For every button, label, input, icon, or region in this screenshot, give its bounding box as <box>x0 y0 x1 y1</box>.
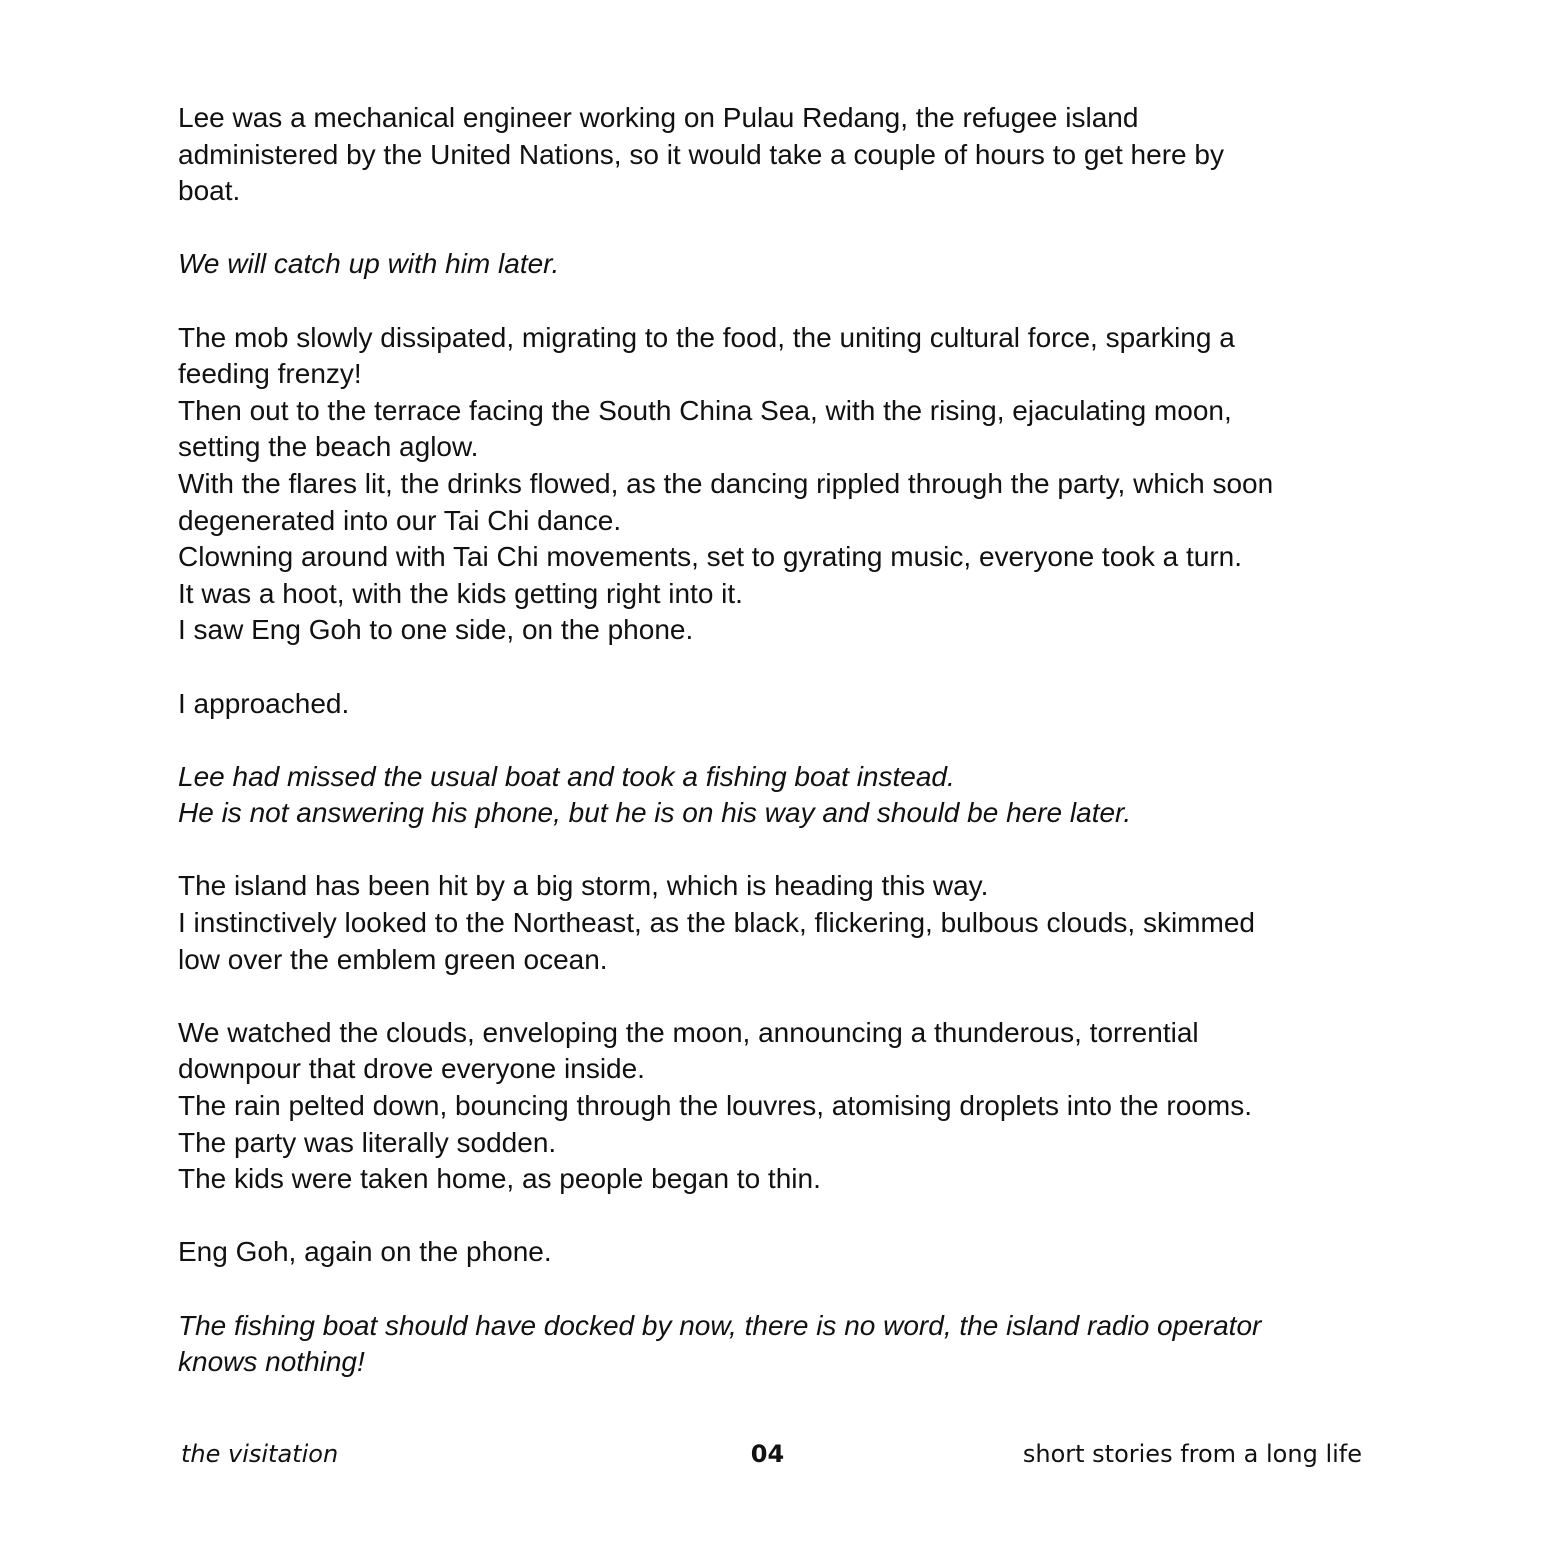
text-line: We watched the clouds, enveloping the moon, announcing a thunderous, torrential <box>178 1016 1199 1048</box>
text-line: I instinctively looked to the Northeast, as the black, flickering, bulbous clouds, skimmed <box>178 907 1255 939</box>
text-line: I approached. <box>178 687 350 719</box>
page-number: 04 <box>750 1440 785 1468</box>
text-line: boat. <box>178 175 241 207</box>
paragraph-gap <box>178 649 1398 686</box>
italic-text-line: We will catch up with him later. <box>178 248 560 280</box>
paragraph-gap <box>178 1198 1398 1235</box>
italic-text-line: Lee had missed the usual boat and took a fishing boat instead. <box>178 760 955 792</box>
italic-text-line: knows nothing! <box>178 1346 365 1378</box>
text-line: setting the beach aglow. <box>178 431 479 463</box>
text-line: administered by the United Nations, so it would take a couple of hours to get here by <box>178 138 1224 170</box>
text-line: The party was literally sodden. <box>178 1126 557 1158</box>
paragraph-gap <box>178 722 1398 759</box>
text-line: feeding frenzy! <box>178 358 362 390</box>
italic-text-line: The fishing boat should have docked by now, there is no word, the island radio operator <box>178 1309 1262 1341</box>
text-line: degenerated into our Tai Chi dance. <box>178 504 622 536</box>
text-line: Clowning around with Tai Chi movements, set to gyrating music, everyone took a turn. <box>178 541 1242 573</box>
text-line: Eng Goh, again on the phone. <box>178 1236 552 1268</box>
text-line: The mob slowly dissipated, migrating to the food, the uniting cultural force, sparking a <box>178 321 1235 353</box>
text-line: I saw Eng Goh to one side, on the phone. <box>178 614 694 646</box>
text-line: Lee was a mechanical engineer working on Pulau Redang, the refugee island <box>178 102 1139 133</box>
paragraph-gap <box>178 283 1398 320</box>
text-line: The island has been hit by a big storm, which is heading this way. <box>178 870 989 902</box>
text-line: downpour that drove everyone inside. <box>178 1053 645 1085</box>
italic-text-line: He is not answering his phone, but he is on his way and should be here later. <box>178 797 1132 829</box>
text-line: With the flares lit, the drinks flowed, as the dancing rippled through the party, which soon <box>178 467 1274 499</box>
paragraph-gap <box>178 210 1398 247</box>
text-line: Then out to the terrace facing the South China Sea, with the rising, ejaculating moon, <box>178 394 1232 426</box>
text-line: The rain pelted down, bouncing through the louvres, atomising droplets into the rooms. <box>178 1090 1252 1122</box>
paragraph-gap <box>178 1271 1398 1308</box>
paragraph-gap <box>178 832 1398 869</box>
text-line: The kids were taken home, as people began to thin. <box>178 1163 821 1195</box>
footer-story-title: the visitation <box>181 1440 339 1468</box>
paragraph-gap <box>178 978 1398 1015</box>
text-line: low over the emblem green ocean. <box>178 943 608 975</box>
text-line: It was a hoot, with the kids getting right into it. <box>178 577 743 609</box>
footer-book-title: short stories from a long life <box>1022 1440 1362 1468</box>
story-text <box>178 100 1398 1381</box>
